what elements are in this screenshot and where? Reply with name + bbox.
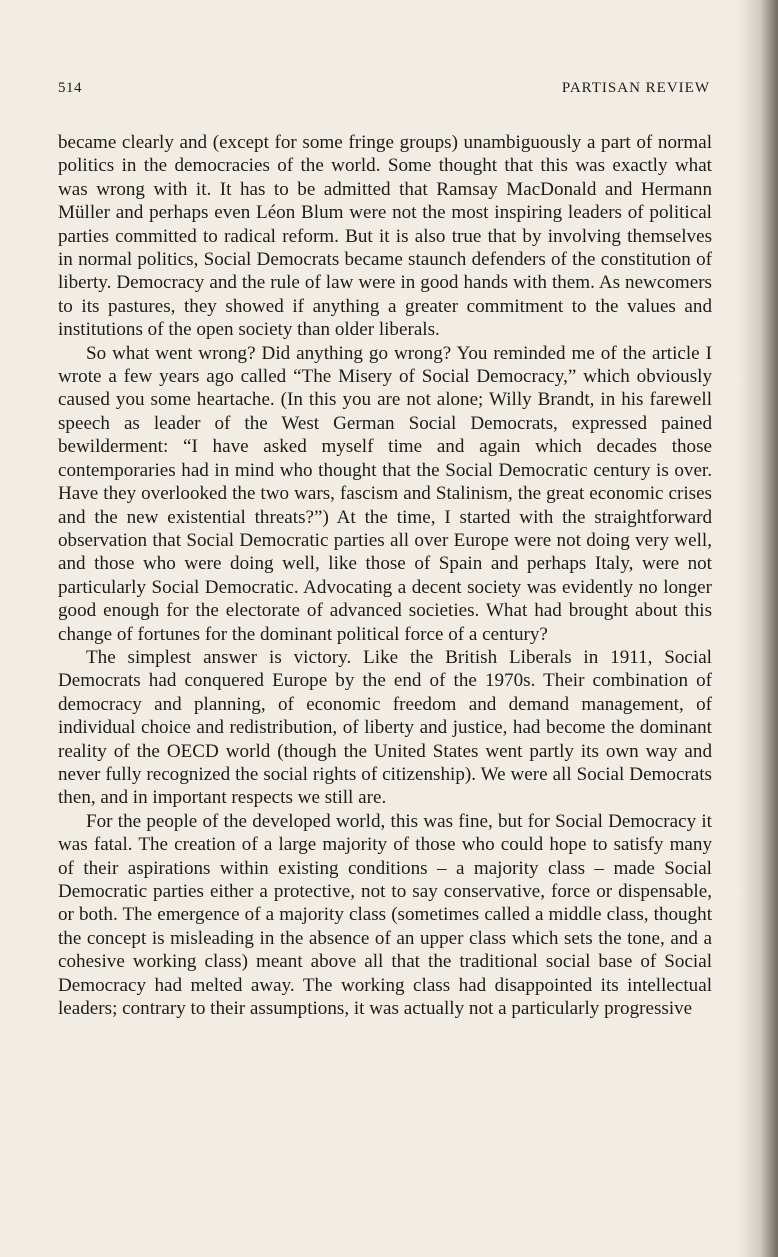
paragraph: The simplest answer is victory. Like the British Liberals in 1911, Social Democrats had conquered Europe by the end of the 1970s. Their combination of democracy and planning, of economic freedom and demand management, of individual choice and redistribution, of liberty and justice, had become the dominant reality of the OECD world (though the United States went partly its own way and never fully recognized the social rights of citizenship). We were all Social Democrats then, and in important respects we still are. <box>58 646 712 809</box>
body-text <box>58 131 712 1020</box>
paragraph: became clearly and (except for some fringe groups) unambiguously a part of normal politics in the democracies of the world. Some thought that this was exactly what was wrong with it. It has to be admitted that Ramsay MacDonald and Hermann Müller and perhaps even Léon Blum were not the most inspiring leaders of political parties committed to radical reform. But it is also true that by involving themselves in normal politics, Social Democrats became staunch defenders of the constitution of liberty. Democracy and the rule of law were in good hands with them. As newcomers to its pastures, they showed if anything a greater commitment to the values and institutions of the open society than older liberals. <box>58 132 712 341</box>
running-head: PARTISAN REVIEW <box>561 80 710 96</box>
page-number: 514 <box>58 80 82 96</box>
paragraph: For the people of the developed world, this was fine, but for Social Democracy it was fatal. The creation of a large majority of those who could hope to satisfy many of their aspirations within existing conditions – a majority class – made Social Democratic parties either a protective, not to say conservative, force or dispensable, or both. The emergence of a majority class (sometimes called a middle class, thought the concept is misleading in the absence of an upper class which sets the tone, and a cohesive working class) meant above all that the traditional social base of Social Democracy had melted away. The working class had disappointed its intellectual leaders; contrary to their assumptions, it was actually not a particularly progressive <box>58 810 712 1020</box>
page-edge-shadow <box>738 0 778 1257</box>
paragraph: So what went wrong? Did anything go wrong? You reminded me of the article I wrote a few years ago called “The Misery of Social Democracy,” which obviously caused you some heartache. (In this you are not alone; Willy Brandt, in his farewell speech as leader of the West German Social Democrats, expressed pained bewilderment: “I have asked myself time and again which decades those contemporaries had in mind who thought that the Social Democratic century is over. Have they overlooked the two wars, fascism and Stalinism, the great economic crises and the new existential threats?”) At the time, I started with the straightforward observation that Social Democratic parties all over Europe were not doing very well, and those who were doing well, like those of Spain and perhaps Italy, were not particularly Social Democratic. Advocating a decent society was evidently no longer good enough for the electorate of advanced societies. What had brought about this change of fortunes for the dominant political force of a century? <box>58 342 712 645</box>
